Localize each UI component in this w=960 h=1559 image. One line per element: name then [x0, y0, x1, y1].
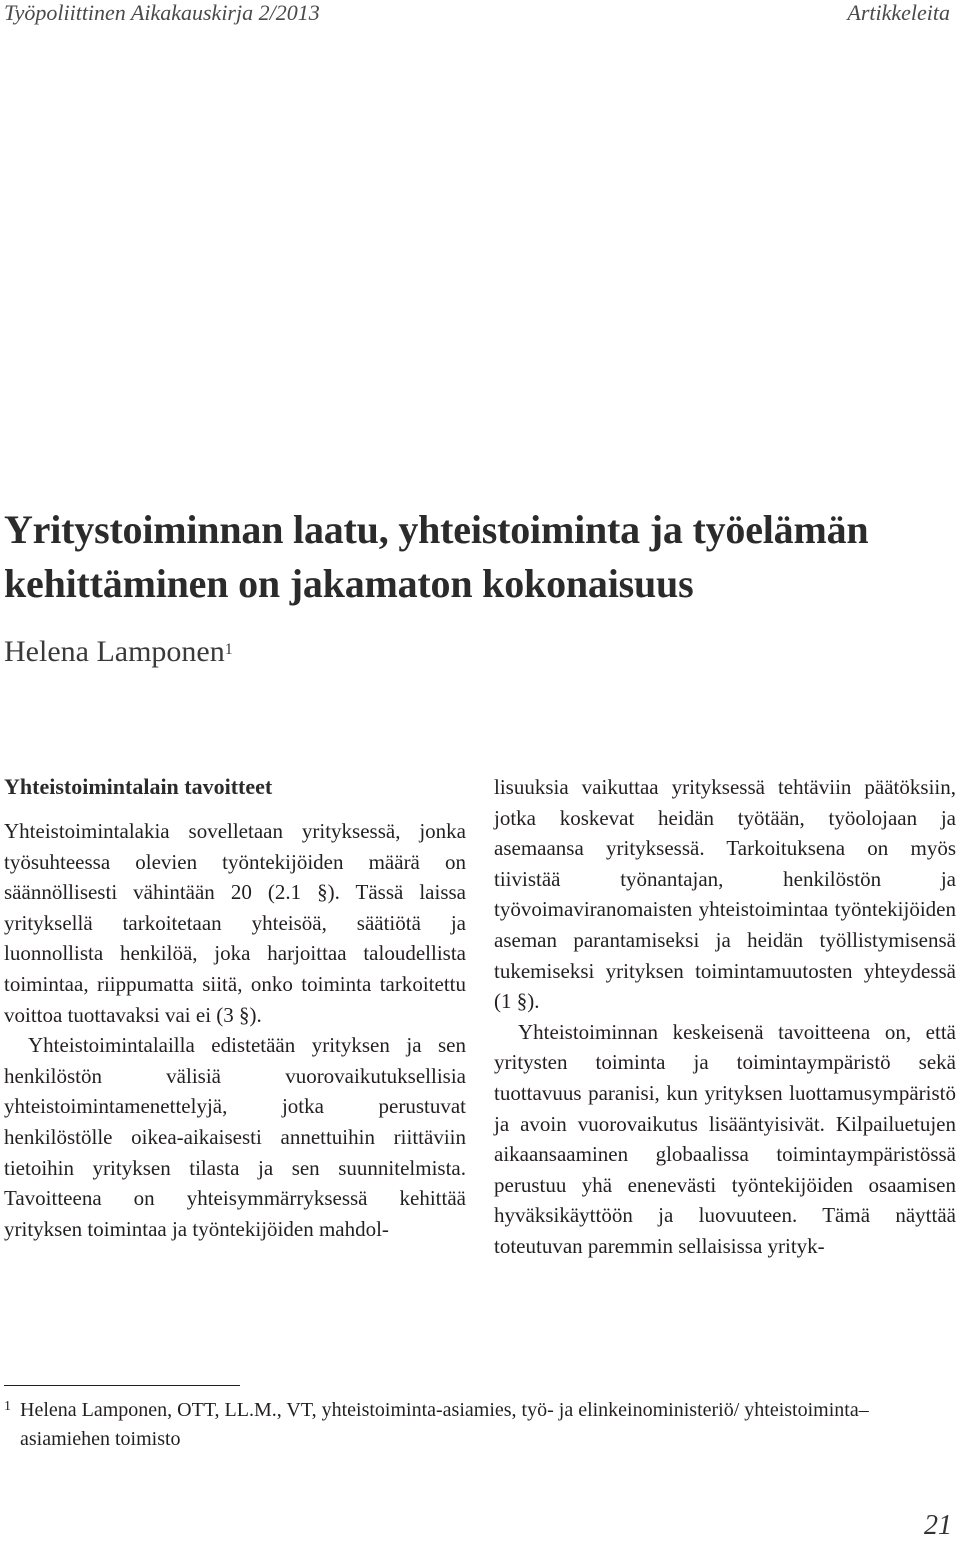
body-paragraph: Yhteistoimintalakia sovelletaan yrityksessä, jonka työsuhteessa olevien työntekijöiden määrä on säännöllisesti vähintään 20 (2.1 §). Tässä laissa yrityksellä tarkoitetaan yhteisöä, säätiötä ja luonnollista henkilöä, joka harjoittaa taloudellista toimintaa, riippumatta siitä, onko toiminta tarkoitettu voittoa tuottavaksi vai ei (3 §). — [4, 819, 466, 1027]
running-head — [4, 0, 950, 28]
body-column-left — [4, 772, 466, 1244]
footnote — [4, 1396, 954, 1454]
body-paragraph: Yhteistoimintalailla edistetään yrityksen ja sen henkilöstön välisiä vuorovaikutuksellisia yhteistoimintamenettelyjä, jotka perustuvat henkilöstölle oikea-aikaisesti annettuihin riittäviin tietoihin yrityksen tilasta ja sen suunnitelmista. Tavoitteena on yhteisymmärryksessä kehittää yrityksen toimintaa ja työntekijöiden mahdol- — [4, 1033, 466, 1241]
author-footnote-mark[interactable]: 1 — [224, 641, 233, 658]
author-name: Helena Lamponen — [4, 635, 225, 668]
author-line — [4, 632, 233, 672]
page-number: 21 — [924, 1510, 952, 1541]
footnote-mark: 1 — [4, 1399, 11, 1414]
footnote-text: Helena Lamponen, OTT, LL.M., VT, yhteistoiminta-asiamies, työ- ja elinkeinoministeriö/ yhteistoiminta–asiamiehen toimisto — [20, 1399, 869, 1450]
journal-name: Työpoliittinen Aikakauskirja 2/2013 — [4, 0, 320, 25]
footnote-divider — [4, 1385, 240, 1386]
body-paragraph: lisuuksia vaikuttaa yrityksessä tehtäviin päätöksiin, jotka koskevat heidän työtään, työolojaan ja asemaansa yrityksessä. Tarkoituksena on myös tiivistää työnantajan, henkilöstön ja työvoimaviranomaisten yhteistoimintaa työntekijöiden aseman parantamiseksi ja heidän työllistymisensä tukemiseksi yrityksen toimintamuutosten yhteydessä (1 §). — [494, 775, 956, 1014]
section-heading: Yhteistoimintalain tavoitteet — [4, 774, 273, 799]
section-name: Artikkeleita — [847, 0, 950, 25]
body-column-right — [494, 772, 956, 1262]
article-title: Yritystoiminnan laatu, yhteistoiminta ja työelämän kehittäminen on jakamaton kokonaisuus — [4, 507, 869, 606]
body-paragraph: Yhteistoiminnan keskeisenä tavoitteena on, että yritysten toiminta ja toimintaympäristö sekä tuottavuus paranisi, kun yrityksen luottamusympäristö ja avoin vuorovaikutus lisääntyisivät. Kilpailuetujen aikaansaaminen globaalissa toimintaympäristössä perustuu yhä enenevästi työntekijöiden osaamisen hyväksikäyttöön ja luovuuteen. Tämä näyttää toteutuvan paremmin sellaisissa yrityk- — [494, 1019, 956, 1258]
